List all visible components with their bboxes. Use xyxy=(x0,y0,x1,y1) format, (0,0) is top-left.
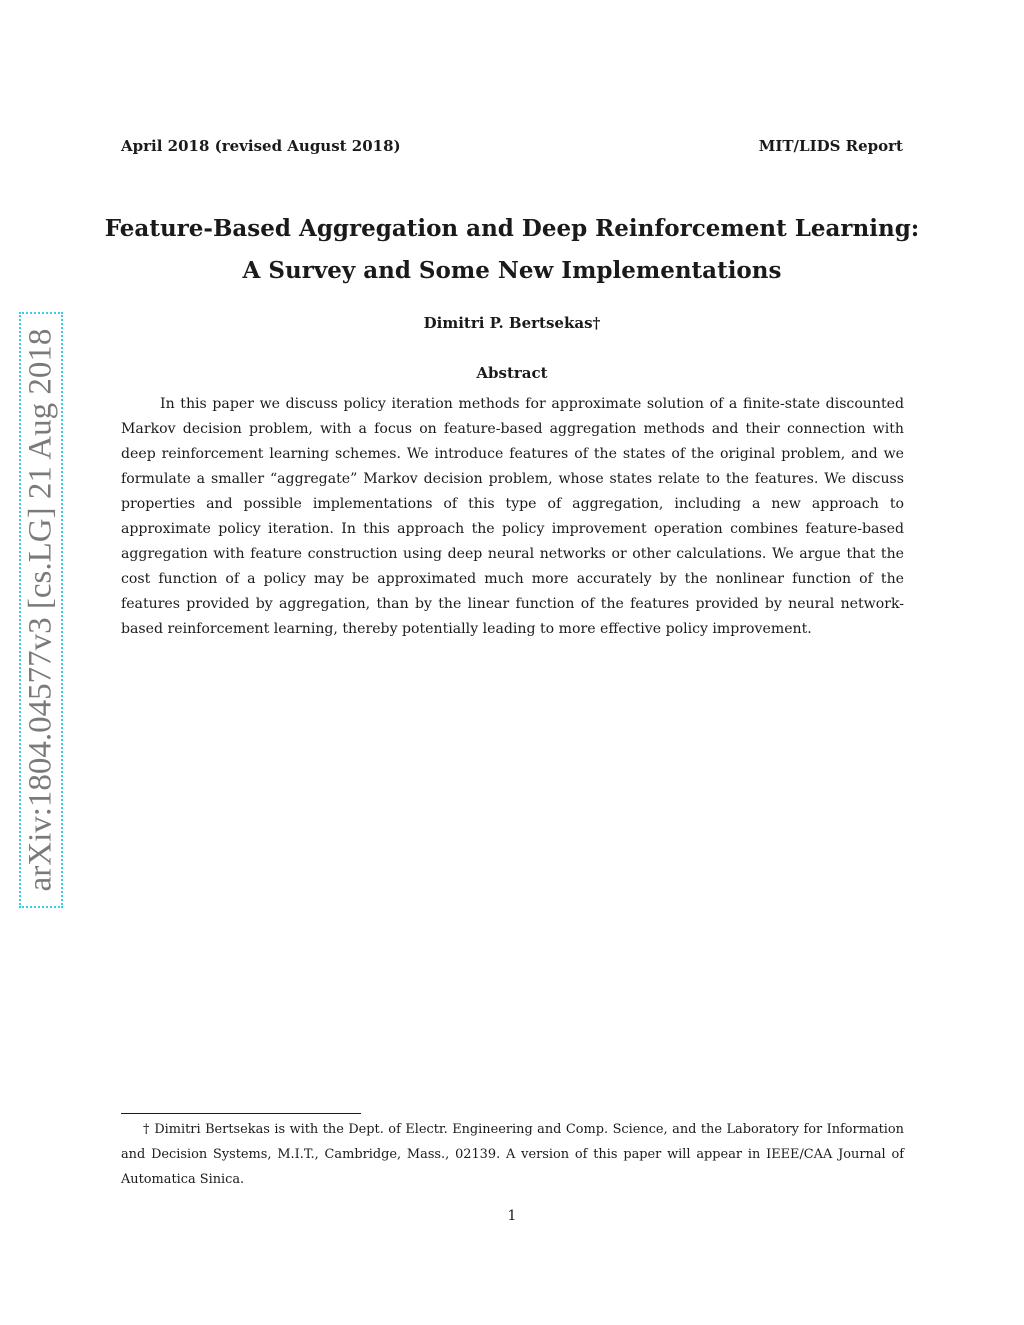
title-line-2: A Survey and Some New Implementations xyxy=(242,257,782,284)
abstract-text: In this paper we discuss policy iteration methods for approximate solution of a finite-state discounted Markov decision problem, with a focus on feature-based aggregation methods and their connection with deep reinforcement learning schemes. We introduce features of the states of the original problem, and we formulate a smaller “aggregate” Markov decision problem, whose states relate to the features. We discuss properties and possible implementations of this type of aggregation, including a new approach to approximate policy iteration. In this approach the policy improvement operation combines feature-based aggregation with feature construction using deep neural networks or other calculations. We argue that the cost function of a policy may be approximated much more accurately by the nonlinear function of the features provided by aggregation, than by the linear function of the features provided by neural network-based reinforcement learning, thereby potentially leading to more effective policy improvement. xyxy=(121,396,904,637)
page-number: 1 xyxy=(507,1208,517,1224)
abstract-heading: Abstract xyxy=(476,364,548,382)
footnote-rule xyxy=(121,1113,361,1114)
paper-title xyxy=(100,208,924,292)
footnote: † Dimitri Bertsekas is with the Dept. of Electr. Engineering and Comp. Science, and the Laboratory for Information and Decision Systems, M.I.T., Cambridge, Mass., 02139. A version of this paper will appear in IEEE/CAA Journal of Automatica Sinica. xyxy=(121,1122,904,1187)
header-date: April 2018 (revised August 2018) xyxy=(121,137,401,155)
author: Dimitri P. Bertsekas† xyxy=(423,314,601,332)
header-report: MIT/LIDS Report xyxy=(758,137,903,155)
title-line-1: Feature-Based Aggregation and Deep Reinforcement Learning: xyxy=(104,215,920,242)
arxiv-stamp-text: arXiv:1804.04577v3 [cs.LG] 21 Aug 2018 xyxy=(22,328,59,892)
